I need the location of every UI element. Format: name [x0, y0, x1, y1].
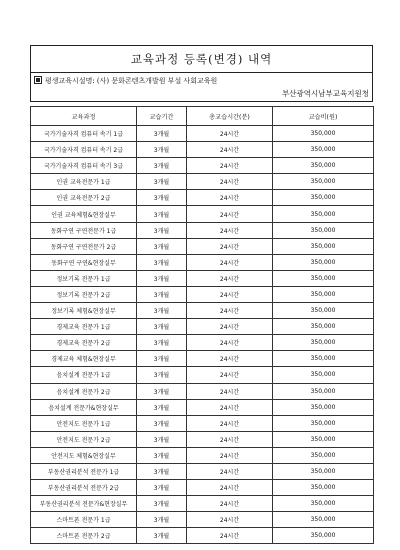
cell-total-hours: 24시간 [187, 512, 273, 528]
table-row [31, 254, 374, 270]
table-row [31, 399, 374, 415]
cell-course: 스마트폰 전문가 1급 [31, 512, 137, 528]
cell-total-hours: 24시간 [187, 319, 273, 335]
table-row [31, 367, 374, 383]
cell-total-hours: 24시간 [187, 383, 273, 399]
cell-fee: 350,000 [273, 512, 374, 528]
cell-total-hours: 24시간 [187, 206, 273, 222]
table-row [31, 351, 374, 367]
table-row [31, 415, 374, 431]
cell-period: 3개월 [137, 367, 187, 383]
cell-course: 인권 교육전문가 2급 [31, 190, 137, 206]
header-course: 교육과정 [31, 107, 137, 126]
table-row [31, 286, 374, 302]
cell-total-hours: 24시간 [187, 303, 273, 319]
cell-period: 3개월 [137, 270, 187, 286]
cell-fee: 350,000 [273, 270, 374, 286]
cell-fee: 350,000 [273, 174, 374, 190]
cell-total-hours: 24시간 [187, 431, 273, 447]
table-row [31, 270, 374, 286]
table-row [31, 335, 374, 351]
cell-course: 국가기술자격 컴퓨터 속기 3급 [31, 158, 137, 174]
cell-period: 3개월 [137, 286, 187, 302]
table-header-row [31, 107, 374, 126]
cell-period: 3개월 [137, 496, 187, 512]
cell-total-hours: 24시간 [187, 254, 273, 270]
table-row [31, 447, 374, 463]
cell-total-hours: 24시간 [187, 158, 273, 174]
table-row [31, 158, 374, 174]
cell-course: 국가기술자격 컴퓨터 속기 2급 [31, 142, 137, 158]
cell-fee: 350,000 [273, 415, 374, 431]
cell-course: 정보기록 전문가 1급 [31, 270, 137, 286]
document-title-box [30, 45, 373, 73]
cell-course: 스마트폰 전문가 2급 [31, 528, 137, 544]
table-row [31, 126, 374, 142]
header-total-hours: 총교습시간(분) [187, 107, 273, 126]
table-row [31, 206, 374, 222]
table-row [31, 480, 374, 496]
cell-course: 안전지도 전문가 2급 [31, 431, 137, 447]
cell-period: 3개월 [137, 399, 187, 415]
table-row [31, 319, 374, 335]
cell-total-hours: 24시간 [187, 351, 273, 367]
cell-total-hours: 24시간 [187, 270, 273, 286]
cell-total-hours: 24시간 [187, 126, 273, 142]
cell-period: 3개월 [137, 335, 187, 351]
cell-period: 3개월 [137, 303, 187, 319]
cell-course: 인권 교육전문가 1급 [31, 174, 137, 190]
cell-period: 3개월 [137, 222, 187, 238]
cell-fee: 350,000 [273, 399, 374, 415]
table-row [31, 463, 374, 479]
cell-total-hours: 24시간 [187, 480, 273, 496]
cell-total-hours: 24시간 [187, 335, 273, 351]
course-table [30, 106, 374, 544]
cell-period: 3개월 [137, 383, 187, 399]
cell-period: 3개월 [137, 319, 187, 335]
institution-name: 평생교육시설명: (사) 문화콘텐츠개발원 부설 사회교육원 [45, 77, 218, 85]
cell-period: 3개월 [137, 480, 187, 496]
table-row [31, 512, 374, 528]
cell-fee: 350,000 [273, 383, 374, 399]
cell-course: 음치설계 전문가 2급 [31, 383, 137, 399]
cell-fee: 350,000 [273, 351, 374, 367]
cell-total-hours: 24시간 [187, 190, 273, 206]
square-bullet-icon [34, 76, 42, 84]
cell-total-hours: 24시간 [187, 415, 273, 431]
cell-period: 3개월 [137, 351, 187, 367]
cell-course: 동화구연 구연전문가 1급 [31, 222, 137, 238]
education-office: 부산광역시남부교육지원청 [282, 89, 369, 98]
cell-course: 안전지도 체험&현장실무 [31, 447, 137, 463]
cell-period: 3개월 [137, 142, 187, 158]
cell-period: 3개월 [137, 254, 187, 270]
cell-total-hours: 24시간 [187, 447, 273, 463]
table-row [31, 190, 374, 206]
cell-fee: 350,000 [273, 528, 374, 544]
cell-course: 부동산권리분석 전문가 2급 [31, 480, 137, 496]
table-row [31, 528, 374, 544]
cell-total-hours: 24시간 [187, 367, 273, 383]
cell-total-hours: 24시간 [187, 142, 273, 158]
cell-period: 3개월 [137, 528, 187, 544]
cell-total-hours: 24시간 [187, 222, 273, 238]
table-row [31, 222, 374, 238]
table-row [31, 303, 374, 319]
cell-fee: 350,000 [273, 158, 374, 174]
document-title: 교육과정 등록(변경) 내역 [130, 52, 273, 66]
header-fee: 교습비(원) [273, 107, 374, 126]
cell-course: 경제교육 전문가 2급 [31, 335, 137, 351]
cell-fee: 350,000 [273, 286, 374, 302]
cell-fee: 350,000 [273, 367, 374, 383]
table-body [31, 126, 374, 544]
cell-course: 정보기록 체험&현장실무 [31, 303, 137, 319]
cell-total-hours: 24시간 [187, 463, 273, 479]
table-row [31, 431, 374, 447]
cell-course: 음치설계 전문가&현장실무 [31, 399, 137, 415]
cell-course: 국가기술자격 컴퓨터 속기 1급 [31, 126, 137, 142]
cell-period: 3개월 [137, 174, 187, 190]
cell-fee: 350,000 [273, 190, 374, 206]
cell-course: 경제교육 체험&현장실무 [31, 351, 137, 367]
cell-total-hours: 24시간 [187, 496, 273, 512]
cell-fee: 350,000 [273, 303, 374, 319]
cell-period: 3개월 [137, 190, 187, 206]
cell-total-hours: 24시간 [187, 174, 273, 190]
cell-course: 동화구연 구연&현장실무 [31, 254, 137, 270]
table-row [31, 174, 374, 190]
cell-period: 3개월 [137, 431, 187, 447]
cell-course: 인권 교육체험&현장실무 [31, 206, 137, 222]
header-period: 교습기간 [137, 107, 187, 126]
institution-info [30, 73, 373, 102]
cell-fee: 350,000 [273, 238, 374, 254]
table-row [31, 142, 374, 158]
cell-total-hours: 24시간 [187, 238, 273, 254]
cell-period: 3개월 [137, 238, 187, 254]
cell-period: 3개월 [137, 512, 187, 528]
cell-fee: 350,000 [273, 447, 374, 463]
cell-course: 동화구연 구연전문가 2급 [31, 238, 137, 254]
cell-fee: 350,000 [273, 496, 374, 512]
cell-fee: 350,000 [273, 142, 374, 158]
cell-period: 3개월 [137, 415, 187, 431]
cell-course: 음치설계 전문가 1급 [31, 367, 137, 383]
cell-fee: 350,000 [273, 480, 374, 496]
cell-fee: 350,000 [273, 206, 374, 222]
cell-fee: 350,000 [273, 463, 374, 479]
cell-period: 3개월 [137, 126, 187, 142]
cell-fee: 350,000 [273, 319, 374, 335]
cell-course: 부동산권리분석 전문가&현장실무 [31, 496, 137, 512]
cell-period: 3개월 [137, 447, 187, 463]
table-row [31, 238, 374, 254]
cell-course: 부동산권리분석 전문가 1급 [31, 463, 137, 479]
cell-fee: 350,000 [273, 431, 374, 447]
cell-course: 경제교육 전문가 1급 [31, 319, 137, 335]
cell-fee: 350,000 [273, 126, 374, 142]
cell-total-hours: 24시간 [187, 528, 273, 544]
cell-fee: 350,000 [273, 335, 374, 351]
cell-course: 안전지도 전문가 1급 [31, 415, 137, 431]
table-row [31, 496, 374, 512]
institution-line [34, 76, 217, 86]
cell-fee: 350,000 [273, 222, 374, 238]
cell-course: 정보기록 전문가 2급 [31, 286, 137, 302]
cell-total-hours: 24시간 [187, 286, 273, 302]
document-page [30, 45, 373, 544]
cell-period: 3개월 [137, 158, 187, 174]
table-row [31, 383, 374, 399]
cell-period: 3개월 [137, 206, 187, 222]
cell-period: 3개월 [137, 463, 187, 479]
cell-total-hours: 24시간 [187, 399, 273, 415]
cell-fee: 350,000 [273, 254, 374, 270]
